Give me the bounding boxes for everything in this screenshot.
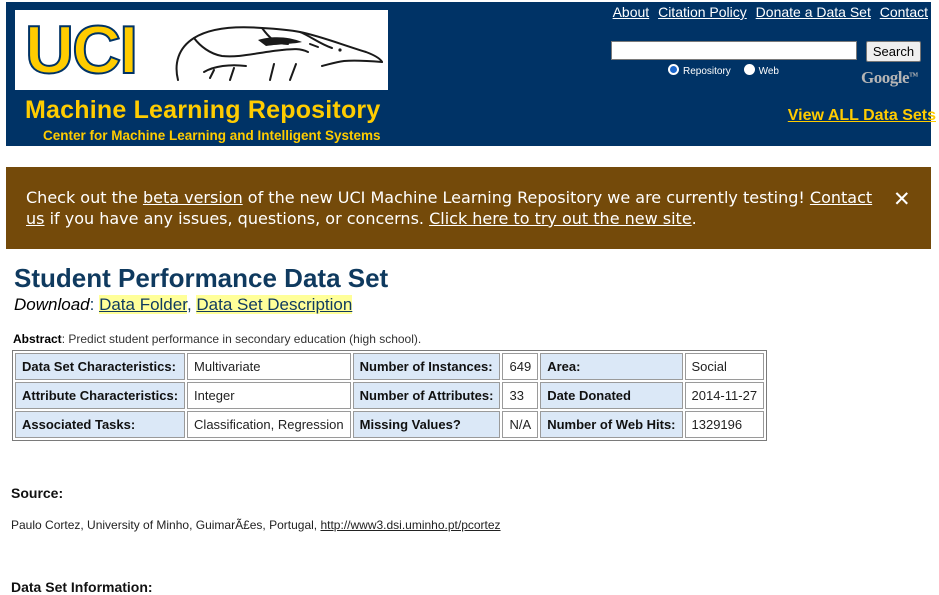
table-value: Social [685, 353, 765, 380]
search-scope [668, 64, 789, 77]
beta-banner [6, 167, 931, 249]
contact-us-link[interactable]: Contact us [26, 188, 873, 228]
google-logo-text: Google [861, 68, 909, 87]
citation-policy-link[interactable]: Citation Policy [658, 4, 747, 20]
site-subtitle: Center for Machine Learning and Intelligent Systems [43, 128, 381, 143]
abstract [13, 332, 421, 346]
abstract-text: : Predict student performance in secondary education (high school). [61, 332, 422, 346]
new-site-link[interactable]: Click here to try out the new site [429, 209, 692, 228]
banner-text-4: . [691, 209, 697, 228]
table-label: Associated Tasks: [15, 411, 185, 438]
download-label: Download [14, 295, 90, 314]
characteristics-table [12, 350, 767, 441]
source-url-link[interactable]: http://www3.dsi.uminho.pt/pcortez [320, 518, 501, 532]
banner-text-1: Check out the [26, 188, 143, 207]
table-label: Number of Attributes: [353, 382, 501, 409]
site-title: Machine Learning Repository [25, 96, 381, 124]
download-links: Download: Data Folder, Data Set Description [14, 295, 353, 314]
table-value: 33 [502, 382, 538, 409]
data-set-description-link[interactable]: Data Set Description [196, 295, 353, 314]
table-label: Attribute Characteristics: [15, 382, 185, 409]
table-value: Classification, Regression [187, 411, 351, 438]
search-input[interactable] [611, 41, 857, 60]
banner-message [26, 187, 882, 229]
anteater-logo-icon [170, 14, 385, 86]
radio-repository[interactable] [668, 64, 679, 75]
table-row [15, 411, 764, 438]
table-value: N/A [502, 411, 538, 438]
table-value: 649 [502, 353, 538, 380]
table-label: Missing Values? [353, 411, 501, 438]
source-text [11, 518, 501, 532]
google-logo [861, 68, 918, 88]
abstract-label: Abstract [13, 332, 62, 346]
radio-web[interactable] [744, 64, 755, 75]
top-nav [608, 4, 928, 20]
view-all-datasets-link[interactable]: View ALL Data Sets [787, 107, 936, 124]
logo-text: UCI [25, 12, 137, 88]
data-set-information-heading: Data Set Information: [11, 579, 153, 595]
data-folder-link[interactable]: Data Folder [99, 295, 187, 314]
close-icon[interactable]: ✕ [893, 187, 911, 211]
contact-link[interactable]: Contact [879, 4, 928, 20]
beta-version-link[interactable]: beta version [142, 188, 243, 207]
table-value: 2014-11-27 [685, 382, 765, 409]
source-description: Paulo Cortez, University of Minho, GuimarÃ£es, Portugal, [11, 518, 321, 532]
table-label: Data Set Characteristics: [15, 353, 185, 380]
table-row [15, 353, 764, 380]
table-label: Area: [540, 353, 682, 380]
banner-text-2: of the new UCI Machine Learning Repository we are currently testing! [242, 188, 810, 207]
trademark-symbol: TM [909, 72, 918, 79]
radio-repository-label: Repository [683, 66, 731, 77]
table-value: 1329196 [685, 411, 765, 438]
table-label: Number of Instances: [353, 353, 501, 380]
radio-web-label: Web [758, 66, 779, 77]
donate-link[interactable]: Donate a Data Set [755, 4, 871, 20]
table-label: Date Donated [540, 382, 682, 409]
uci-logo[interactable] [15, 10, 388, 90]
table-value: Multivariate [187, 353, 351, 380]
source-heading: Source: [11, 485, 64, 501]
search-button[interactable]: Search [866, 41, 921, 62]
about-link[interactable]: About [612, 4, 650, 20]
table-value: Integer [187, 382, 351, 409]
table-label: Number of Web Hits: [540, 411, 682, 438]
banner-text-3: if you have any issues, questions, or concerns. [44, 209, 430, 228]
dataset-title: Student Performance Data Set [14, 263, 389, 293]
table-row [15, 382, 764, 409]
